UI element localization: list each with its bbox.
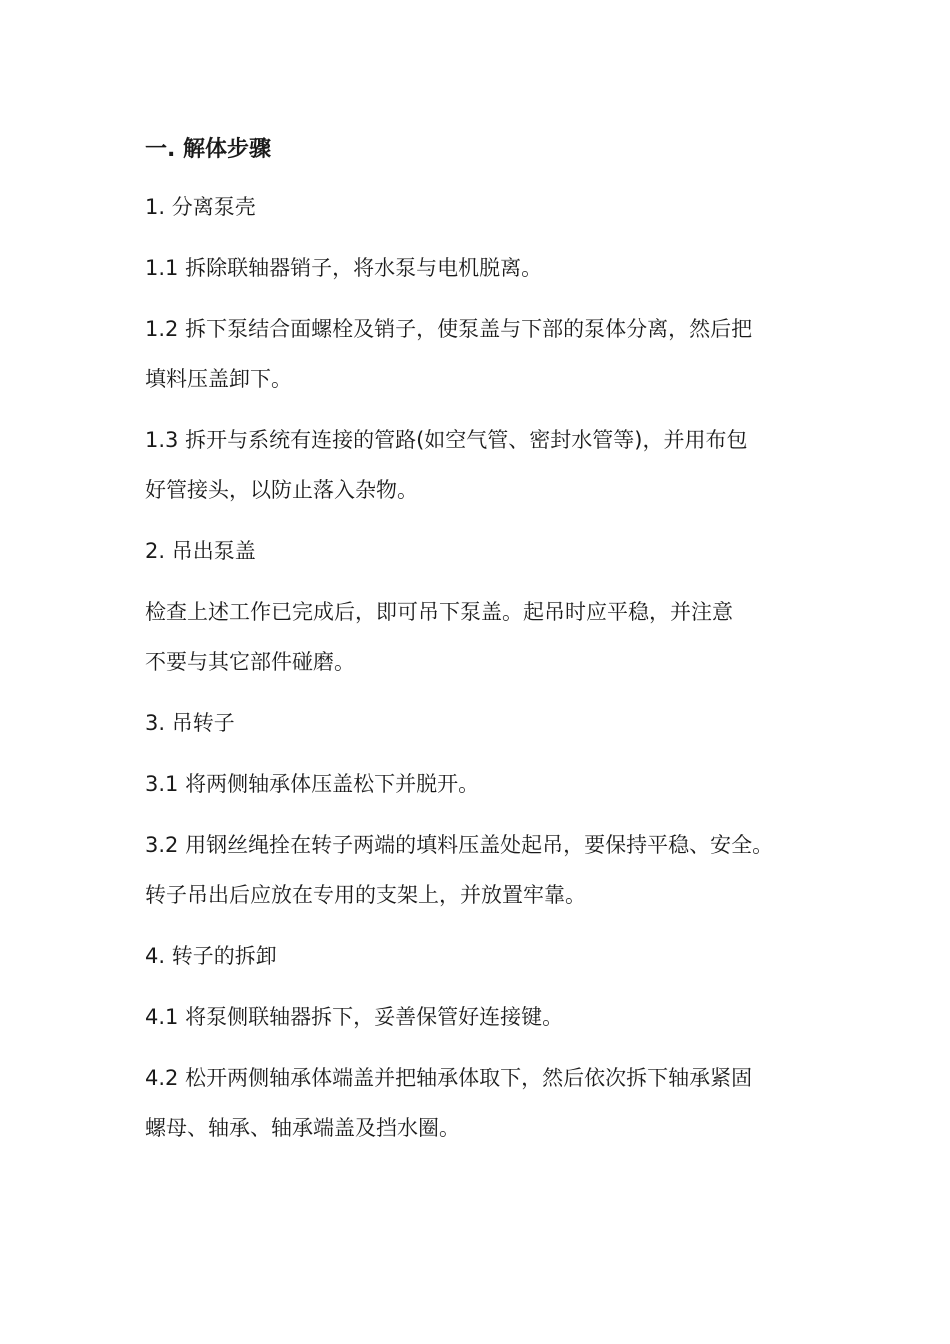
paragraph-line: 不要与其它部件碰磨。 xyxy=(145,650,355,674)
paragraph-line: 3.2 用钢丝绳拴在转子两端的填料压盖处起吊，要保持平稳、安全。 xyxy=(145,833,774,857)
paragraph-line: 4.1 将泵侧联轴器拆下，妥善保管好连接键。 xyxy=(145,1005,564,1029)
paragraph-line: 转子吊出后应放在专用的支架上，并放置牢靠。 xyxy=(145,883,586,907)
paragraph-line: 好管接头，以防止落入杂物。 xyxy=(145,478,418,502)
paragraph-line: 1.2 拆下泵结合面螺栓及销子，使泵盖与下部的泵体分离，然后把 xyxy=(145,317,753,341)
document-body xyxy=(145,132,835,1164)
paragraph-line: 2. 吊出泵盖 xyxy=(145,539,256,563)
paragraph-line: 检查上述工作已完成后，即可吊下泵盖。起吊时应平稳，并注意 xyxy=(145,600,733,624)
paragraph-9 xyxy=(145,820,835,920)
paragraph-line: 填料压盖卸下。 xyxy=(145,367,292,391)
paragraph-6 xyxy=(145,587,835,687)
paragraph-line: 3.1 将两侧轴承体压盖松下并脱开。 xyxy=(145,772,480,796)
paragraph-1 xyxy=(145,182,835,232)
paragraph-11 xyxy=(145,992,835,1042)
paragraph-8 xyxy=(145,759,835,809)
paragraph-line: 4.2 松开两侧轴承体端盖并把轴承体取下，然后依次拆下轴承紧固 xyxy=(145,1066,753,1090)
paragraph-line: 4. 转子的拆卸 xyxy=(145,944,277,968)
paragraph-line: 1.1 拆除联轴器销子，将水泵与电机脱离。 xyxy=(145,256,543,280)
paragraph-line: 1. 分离泵壳 xyxy=(145,195,256,219)
paragraph-2 xyxy=(145,243,835,293)
paragraph-line: 3. 吊转子 xyxy=(145,711,235,735)
paragraph-line: 1.3 拆开与系统有连接的管路(如空气管、密封水管等)，并用布包 xyxy=(145,428,748,452)
paragraph-7 xyxy=(145,698,835,748)
section-heading: 一. 解体步骤 xyxy=(145,137,272,162)
paragraph-4 xyxy=(145,415,835,515)
paragraph-3 xyxy=(145,304,835,404)
paragraph-10 xyxy=(145,931,835,981)
paragraph-5 xyxy=(145,526,835,576)
paragraph-12 xyxy=(145,1053,835,1153)
paragraph-line: 螺母、轴承、轴承端盖及挡水圈。 xyxy=(145,1116,460,1140)
